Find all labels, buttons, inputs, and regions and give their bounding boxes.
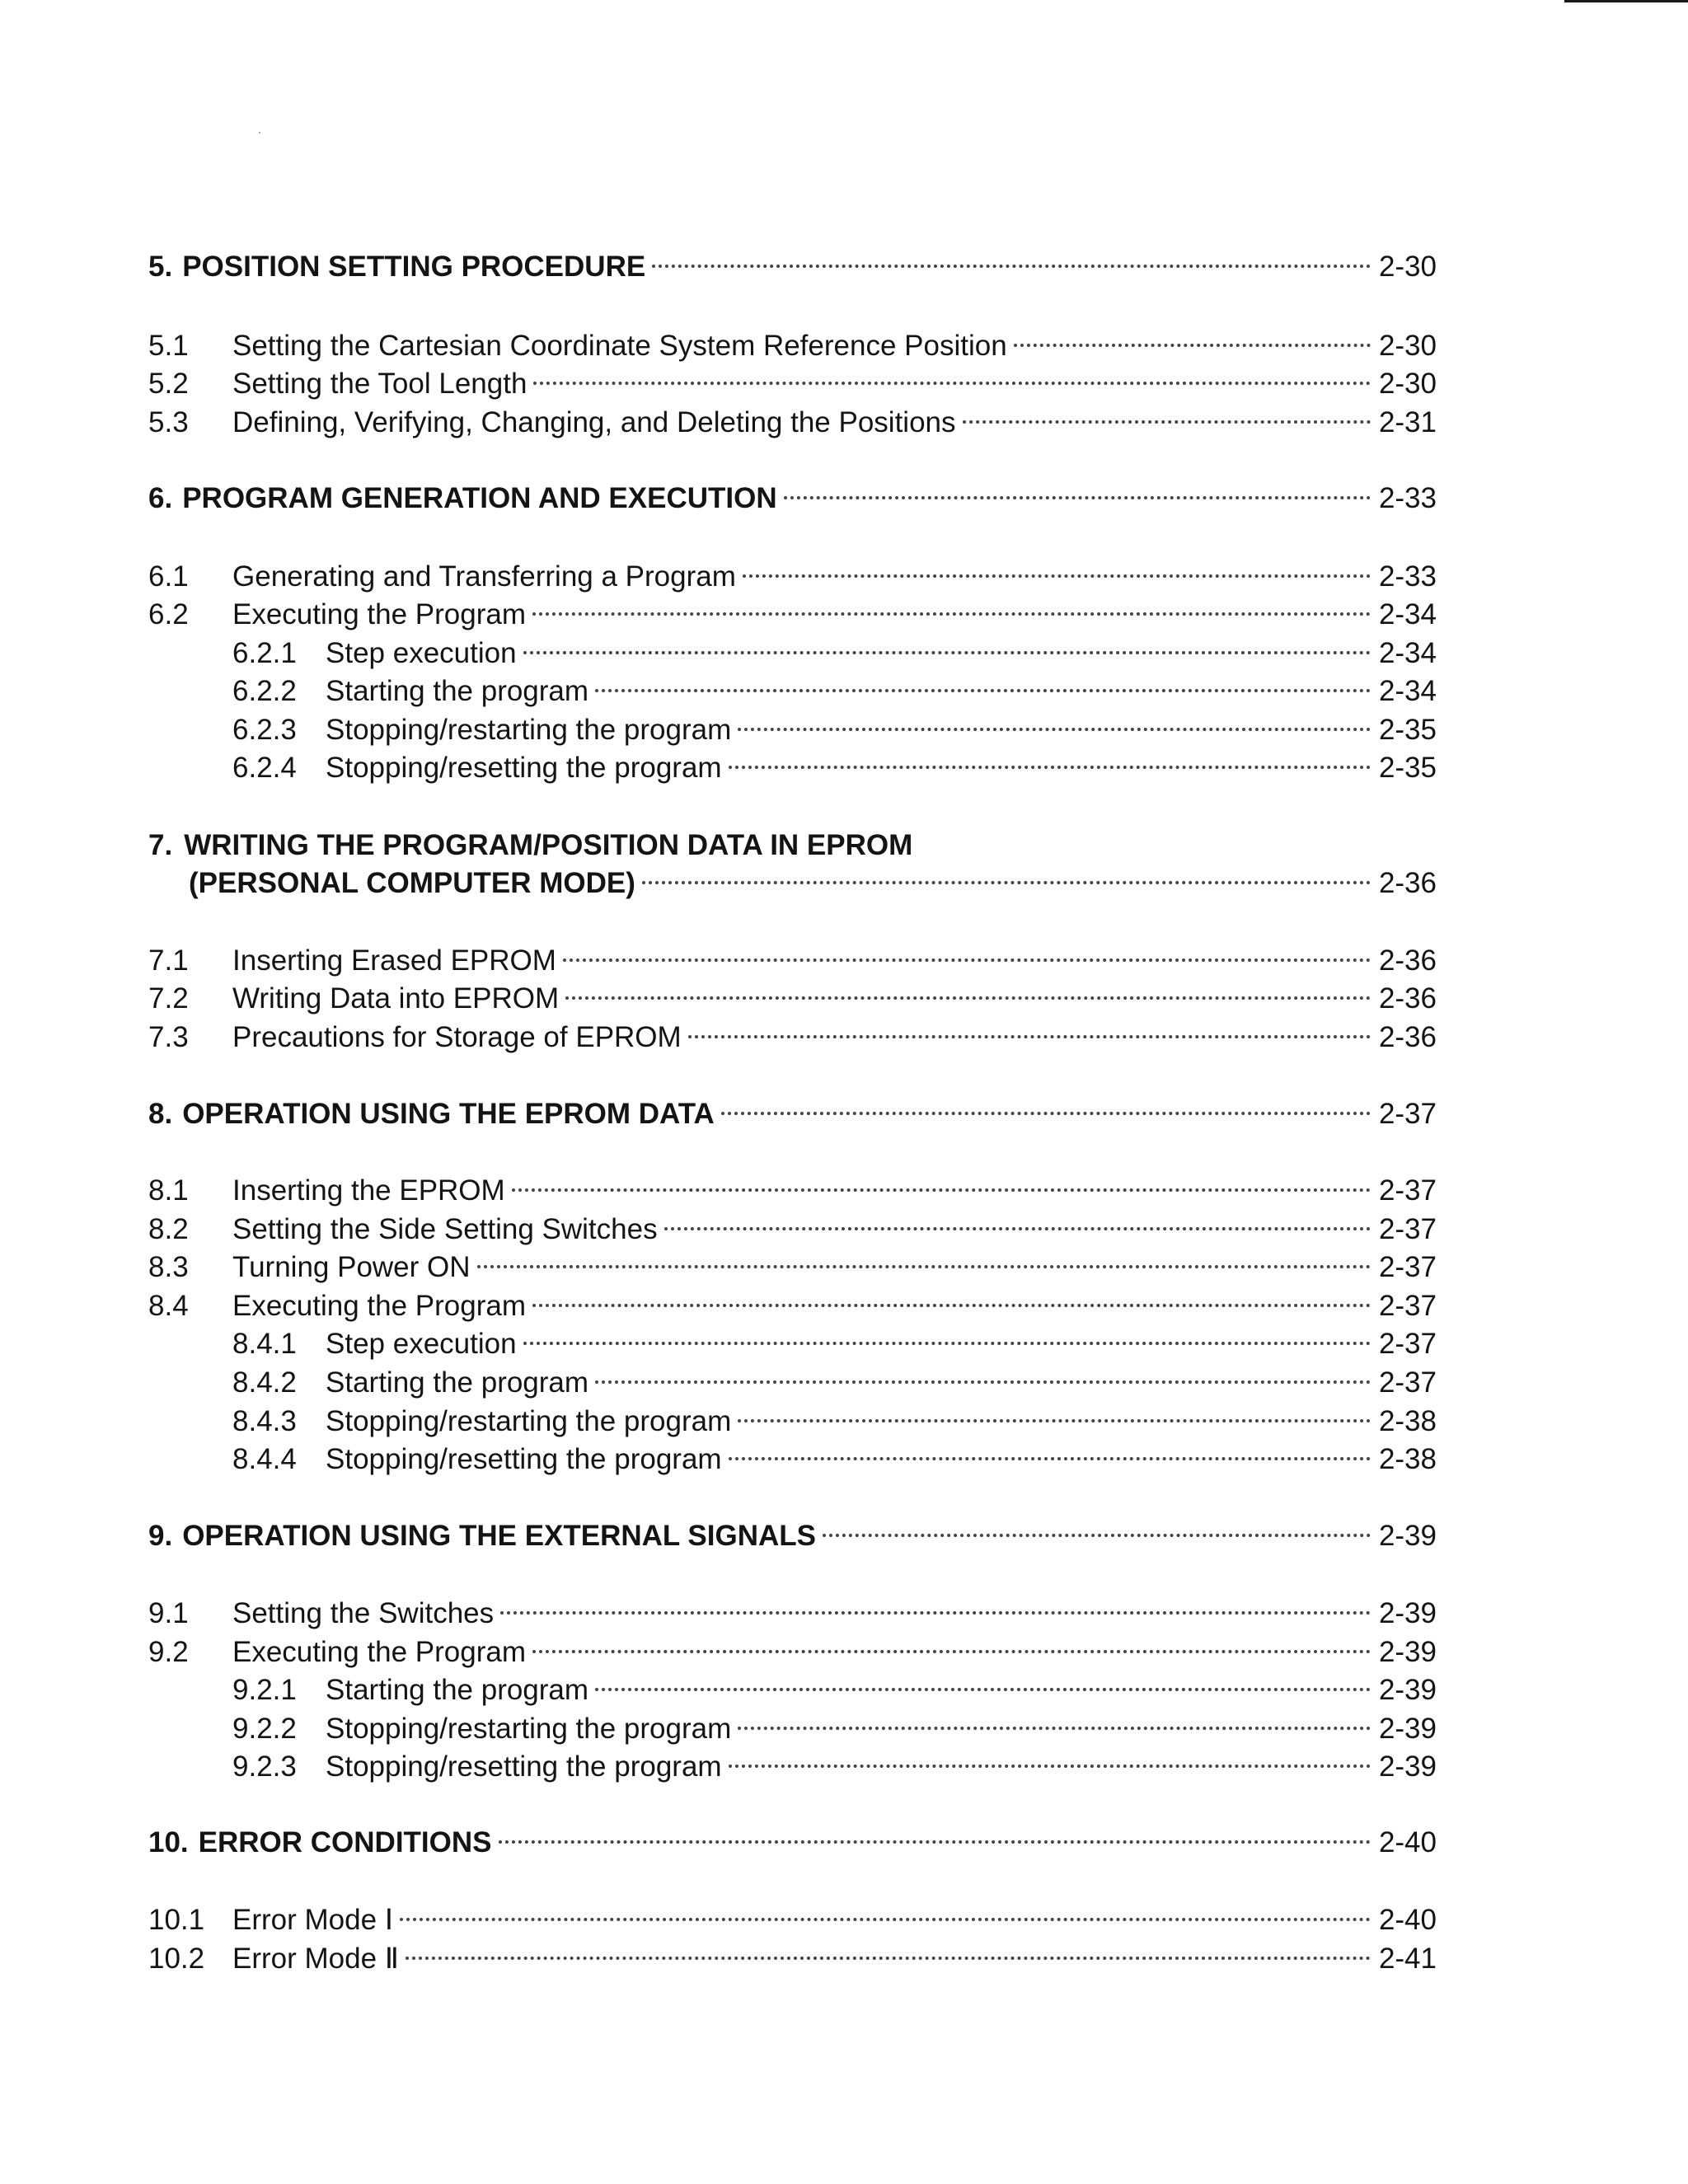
toc-heading-9[interactable] — [148, 1517, 1437, 1555]
toc-number: 10.2 — [148, 1943, 205, 1975]
toc-page-number: 2-34 — [1378, 637, 1437, 669]
dot-leader — [823, 1534, 1371, 1537]
dot-leader — [532, 1304, 1371, 1307]
toc-section-9-1[interactable] — [148, 1595, 1437, 1633]
dot-leader — [642, 881, 1371, 884]
toc-number: 7.2 — [148, 982, 189, 1015]
toc-title: Stopping/restarting the program — [326, 1405, 732, 1437]
toc-title: OPERATION USING THE EPROM DATA — [182, 1098, 715, 1130]
toc-number: 6.1 — [148, 560, 189, 593]
toc-number: 8.4.2 — [232, 1366, 297, 1399]
toc-subsection-9-2-2[interactable] — [232, 1710, 1437, 1748]
dot-leader — [563, 958, 1371, 962]
toc-section-8-4[interactable] — [148, 1287, 1437, 1325]
toc-page-number: 2-37 — [1378, 1366, 1437, 1399]
toc-title: Setting the Switches — [232, 1597, 495, 1629]
toc-number: 8. — [148, 1098, 173, 1130]
toc-number: 9.2 — [148, 1636, 189, 1668]
toc-number: 9.1 — [148, 1597, 189, 1629]
toc-heading-10[interactable] — [148, 1824, 1437, 1862]
toc-page-number: 2-37 — [1378, 1251, 1437, 1283]
dot-leader — [532, 1650, 1371, 1653]
toc-number: 5.3 — [148, 406, 189, 438]
toc-number: 8.1 — [148, 1174, 189, 1207]
toc-page-number: 2-39 — [1378, 1713, 1437, 1745]
toc-number: 8.3 — [148, 1251, 189, 1283]
toc-title: Executing the Program — [232, 1636, 527, 1668]
toc-number: 8.4 — [148, 1290, 189, 1322]
toc-subsection-6-2-2[interactable] — [232, 673, 1437, 710]
toc-heading-7[interactable] — [189, 865, 1437, 902]
toc-page-number: 2-36 — [1378, 867, 1437, 899]
toc-heading-7-line1[interactable] — [148, 827, 912, 865]
toc-page-number: 2-39 — [1378, 1597, 1437, 1629]
toc-number: 7.1 — [148, 944, 189, 977]
dot-leader — [729, 1457, 1371, 1460]
toc-page-number: 2-35 — [1378, 752, 1437, 784]
toc-title: Turning Power ON — [232, 1251, 471, 1283]
toc-number: 7. — [148, 829, 173, 861]
toc-page-number: 2-36 — [1378, 982, 1437, 1015]
toc-number: 8.4.4 — [232, 1443, 297, 1475]
toc-number: 6.2.4 — [232, 752, 297, 784]
toc-section-10-2[interactable] — [148, 1940, 1437, 1978]
toc-number: 9. — [148, 1520, 173, 1552]
dot-leader — [652, 265, 1371, 268]
toc-page-number: 2-34 — [1378, 675, 1437, 707]
toc-section-10-1[interactable] — [148, 1901, 1437, 1939]
dot-leader — [963, 420, 1371, 424]
toc-page-number: 2-30 — [1378, 251, 1437, 283]
toc-title: POSITION SETTING PROCEDURE — [182, 251, 646, 283]
toc-title: Stopping/resetting the program — [326, 1443, 722, 1475]
toc-number: 8.4.1 — [232, 1328, 297, 1360]
toc-title: Starting the program — [326, 675, 589, 707]
toc-page-number: 2-41 — [1378, 1943, 1437, 1975]
toc-number: 5.1 — [148, 330, 189, 362]
toc-page-number: 2-37 — [1378, 1213, 1437, 1245]
dot-leader — [729, 766, 1371, 769]
toc-title: Starting the program — [326, 1366, 589, 1399]
toc-title: Setting the Tool Length — [232, 368, 528, 400]
dot-leader — [664, 1227, 1371, 1230]
dot-leader — [738, 728, 1371, 731]
dot-leader — [743, 574, 1371, 578]
dot-leader — [688, 1035, 1371, 1038]
toc-title: Defining, Verifying, Changing, and Deleting the Positions — [232, 406, 956, 438]
toc-page-number: 2-37 — [1378, 1098, 1437, 1130]
dot-leader — [729, 1765, 1371, 1768]
dot-leader — [738, 1419, 1371, 1422]
dot-leader — [477, 1265, 1371, 1268]
toc-page-number: 2-34 — [1378, 598, 1437, 630]
toc-page-number: 2-33 — [1378, 560, 1437, 593]
toc-subsection-8-4-3[interactable] — [232, 1403, 1437, 1441]
toc-heading-5[interactable] — [148, 248, 1437, 286]
dot-leader — [406, 1957, 1371, 1960]
toc-title: PROGRAM GENERATION AND EXECUTION — [182, 482, 777, 514]
toc-page-number: 2-39 — [1378, 1636, 1437, 1668]
toc-number: 8.2 — [148, 1213, 189, 1245]
toc-page-number: 2-31 — [1378, 406, 1437, 438]
toc-section-7-2[interactable] — [148, 980, 1437, 1018]
toc-section-6-1[interactable] — [148, 558, 1437, 596]
toc-page-number: 2-37 — [1378, 1174, 1437, 1207]
dot-leader — [532, 612, 1371, 616]
dot-leader — [565, 996, 1371, 1000]
toc-page-number: 2-39 — [1378, 1750, 1437, 1783]
toc-heading-8[interactable] — [148, 1095, 1437, 1133]
toc-section-7-3[interactable] — [148, 1019, 1437, 1057]
dot-leader — [523, 1342, 1371, 1345]
toc-title: (PERSONAL COMPUTER MODE) — [189, 867, 635, 899]
toc-number: 8.4.3 — [232, 1405, 297, 1437]
toc-section-6-2[interactable] — [148, 596, 1437, 634]
toc-title: Executing the Program — [232, 598, 527, 630]
dot-leader — [499, 1840, 1371, 1844]
toc-section-7-1[interactable] — [148, 942, 1437, 980]
toc-title: Executing the Program — [232, 1290, 527, 1322]
dot-leader — [500, 1611, 1371, 1615]
toc-number: 9.2.2 — [232, 1713, 297, 1745]
toc-title: Starting the program — [326, 1674, 589, 1706]
toc-subsection-8-4-4[interactable] — [232, 1441, 1437, 1479]
toc-number: 10.1 — [148, 1904, 205, 1936]
dot-leader — [1014, 344, 1371, 347]
toc-number: 5.2 — [148, 368, 189, 400]
dot-leader — [523, 651, 1371, 654]
toc-subsection-6-2-1[interactable] — [232, 635, 1437, 673]
toc-page-number: 2-33 — [1378, 482, 1437, 514]
dot-leader — [512, 1188, 1371, 1192]
dot-leader — [784, 496, 1371, 499]
toc-number: 9.2.3 — [232, 1750, 297, 1783]
toc-page-number: 2-38 — [1378, 1405, 1437, 1437]
toc-section-5-1[interactable] — [148, 327, 1437, 365]
toc-title: Stopping/resetting the program — [326, 752, 722, 784]
toc-title-line1: WRITING THE PROGRAM/POSITION DATA IN EPROM — [184, 829, 913, 861]
toc-section-8-3[interactable] — [148, 1249, 1437, 1286]
toc-title: Step execution — [326, 637, 517, 669]
toc-page-number: 2-40 — [1378, 1904, 1437, 1936]
toc-section-9-2[interactable] — [148, 1633, 1437, 1671]
toc-subsection-6-2-3[interactable] — [232, 711, 1437, 749]
toc-title: Stopping/restarting the program — [326, 714, 732, 746]
toc-title: Error Mode Ⅱ — [232, 1943, 400, 1975]
toc-number: 6.2 — [148, 598, 189, 630]
toc-subsection-6-2-4[interactable] — [232, 749, 1437, 787]
toc-page-number: 2-36 — [1378, 944, 1437, 977]
toc-number: 6. — [148, 482, 173, 514]
dot-leader — [533, 382, 1371, 385]
dot-leader — [400, 1918, 1371, 1921]
toc-section-8-1[interactable] — [148, 1172, 1437, 1210]
toc-page-number: 2-39 — [1378, 1520, 1437, 1552]
toc-section-5-2[interactable] — [148, 365, 1437, 403]
toc-title: Writing Data into EPROM — [232, 982, 560, 1015]
toc-number: 6.2.2 — [232, 675, 297, 707]
dot-leader — [721, 1112, 1371, 1115]
toc-number: 9.2.1 — [232, 1674, 297, 1706]
toc-title: Inserting the EPROM — [232, 1174, 505, 1207]
dot-leader — [595, 1688, 1371, 1691]
toc-title: Generating and Transferring a Program — [232, 560, 736, 593]
toc-title: Step execution — [326, 1328, 517, 1360]
toc-page-number: 2-40 — [1378, 1826, 1437, 1858]
toc-title: Stopping/restarting the program — [326, 1713, 732, 1745]
toc-number: 6.2.3 — [232, 714, 297, 746]
toc-section-8-2[interactable] — [148, 1211, 1437, 1249]
dot-leader — [595, 1380, 1371, 1384]
toc-title: Setting the Side Setting Switches — [232, 1213, 658, 1245]
toc-page-number: 2-38 — [1378, 1443, 1437, 1475]
toc-title: Precautions for Storage of EPROM — [232, 1021, 682, 1053]
toc-title: Stopping/resetting the program — [326, 1750, 722, 1783]
dot-leader — [738, 1727, 1371, 1730]
toc-title: Setting the Cartesian Coordinate System Reference Position — [232, 330, 1007, 362]
toc-heading-6[interactable] — [148, 480, 1437, 518]
toc-subsection-8-4-1[interactable] — [232, 1325, 1437, 1363]
toc-title: Inserting Erased EPROM — [232, 944, 556, 977]
toc-subsection-9-2-3[interactable] — [232, 1748, 1437, 1786]
toc-page-number: 2-36 — [1378, 1021, 1437, 1053]
dot-leader — [595, 689, 1371, 692]
toc-title: ERROR CONDITIONS — [198, 1826, 492, 1858]
toc-page-number: 2-35 — [1378, 714, 1437, 746]
toc-number: 5. — [148, 251, 173, 283]
toc-title: Error Mode Ⅰ — [232, 1904, 394, 1936]
toc-number: 10. — [148, 1826, 189, 1858]
toc-page-number: 2-30 — [1378, 368, 1437, 400]
toc-number: 6.2.1 — [232, 637, 297, 669]
toc-subsection-8-4-2[interactable] — [232, 1364, 1437, 1402]
toc-number: 7.3 — [148, 1021, 189, 1053]
toc-section-5-3[interactable] — [148, 404, 1437, 442]
toc-page-number: 2-30 — [1378, 330, 1437, 362]
toc-page-number: 2-37 — [1378, 1328, 1437, 1360]
toc-title: OPERATION USING THE EXTERNAL SIGNALS — [182, 1520, 816, 1552]
toc-page-number: 2-37 — [1378, 1290, 1437, 1322]
toc-subsection-9-2-1[interactable] — [232, 1671, 1437, 1709]
toc-page-number: 2-39 — [1378, 1674, 1437, 1706]
